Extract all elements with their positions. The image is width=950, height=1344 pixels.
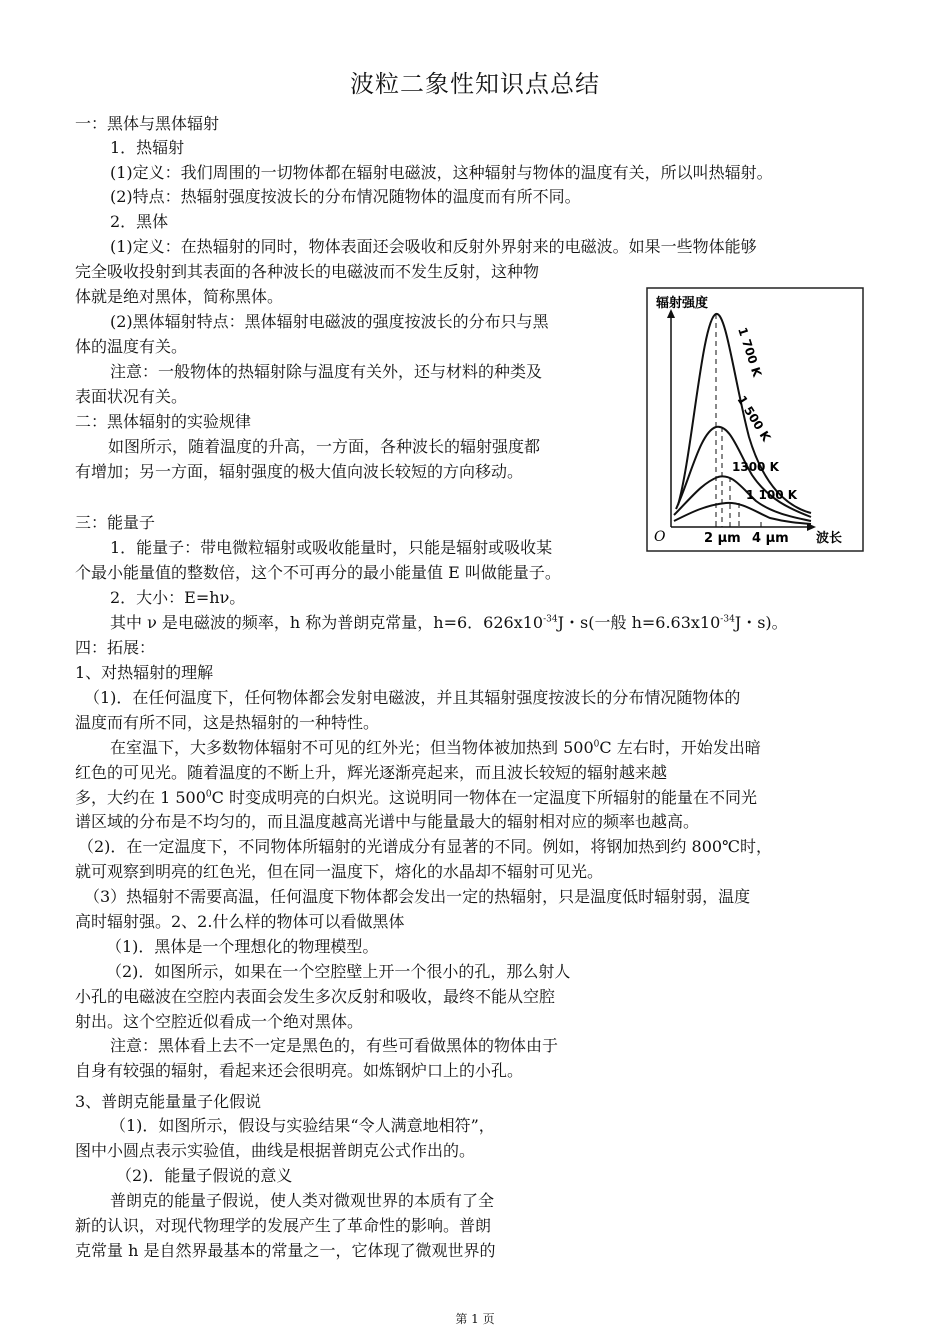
paragraph-line	[110, 611, 788, 635]
paragraph-line: 新的认识，对现代物理学的发展产生了革命性的影响。普朗	[75, 1216, 492, 1235]
paragraph-line: 体就是绝对黑体，简称黑体。	[75, 287, 284, 306]
paragraph-line	[110, 736, 761, 760]
paragraph-line: 体的温度有关。	[75, 337, 188, 356]
tick-label: 4 μm	[752, 531, 789, 546]
origin-label: O	[654, 529, 666, 545]
paragraph-line: 注意：一般物体的热辐射除与温度有关外，还与材料的种类及	[110, 362, 543, 381]
paragraph-line: （2)．如图所示，如果在一个空腔壁上开一个很小的孔，那么射人	[106, 962, 571, 981]
paragraph-line: 射出。这个空腔近似看成一个绝对黑体。	[75, 1012, 364, 1031]
paragraph-line: 克常量 h 是自然界最基本的常量之一，它体现了微观世界的	[75, 1241, 496, 1260]
text-span: J・s(一般 h=6.63x10	[557, 613, 721, 632]
page-footer: 第 1 页	[455, 1312, 495, 1326]
paragraph-line: 自身有较强的辐射，看起来还会很明亮。如炼钢炉口上的小孔。	[75, 1061, 524, 1080]
blackbody-graph	[646, 287, 864, 552]
exponent: -34	[720, 614, 735, 625]
y-axis-label: 辐射强度	[656, 296, 709, 311]
section-heading: 三：能量子	[75, 513, 156, 532]
text-span: 在室温下，大多数物体辐射不可见的红外光；但当物体被加热到 500	[110, 738, 594, 757]
paragraph-line: 个最小能量值的整数倍，这个不可再分的最小能量值 E 叫做能量子。	[75, 563, 561, 582]
paragraph-line: 1．能量子：带电微粒辐射或吸收能量时，只能是辐射或吸收某	[110, 538, 553, 557]
paragraph-line: (1)定义：我们周围的一切物体都在辐射电磁波，这种辐射与物体的温度有关，所以叫热辐射。	[110, 163, 773, 182]
blackbody-figure	[646, 287, 864, 552]
paragraph-line: 谱区域的分布是不均匀的，而且温度越高光谱中与能量最大的辐射相对应的频率也越高。	[75, 812, 700, 831]
curve-label: 1 700 K	[735, 325, 765, 379]
paragraph-line: 普朗克的能量子假说，使人类对微观世界的本质有了全	[110, 1191, 495, 1210]
curve-label: 1 100 K	[746, 488, 798, 502]
section-heading: 四：拓展：	[75, 638, 156, 657]
tick-label: 2 μm	[704, 531, 741, 546]
paragraph-line: 小孔的电磁波在空腔内表面会发生多次反射和吸收，最终不能从空腔	[75, 987, 556, 1006]
paragraph-line: 高时辐射强。2、2.什么样的物体可以看做黑体	[75, 912, 405, 931]
subheading: 3、普朗克能量量子化假说	[75, 1092, 262, 1111]
formula-line: 2．大小：E=hν。	[110, 588, 246, 607]
paragraph-line: 完全吸收投射到其表面的各种波长的电磁波而不发生反射，这种物	[75, 262, 540, 281]
paragraph-line: 图中小圆点表示实验值，曲线是根据普朗克公式作出的。	[75, 1141, 476, 1160]
paragraph-line: (1)定义：在热辐射的同时，物体表面还会吸收和反射外界射来的电磁波。如果一些物体能够	[110, 237, 757, 256]
paragraph-line: 如图所示，随着温度的升高，一方面，各种波长的辐射强度都	[108, 437, 541, 456]
text-span: 多，大约在 1 500	[75, 788, 206, 807]
paragraph-line: 温度而有所不同，这是热辐射的一种特性。	[75, 713, 380, 732]
subheading: 2．黑体	[110, 212, 169, 231]
text-span: C 时变成明亮的白炽光。这说明同一物体在一定温度下所辐射的能量在不同光	[211, 788, 757, 807]
text-span: J・s)。	[734, 613, 788, 632]
paragraph-line: （1)．黑体是一个理想化的物理模型。	[106, 937, 379, 956]
superscript: 0	[205, 789, 212, 800]
paragraph-line: (2)特点：热辐射强度按波长的分布情况随物体的温度而有所不同。	[110, 187, 581, 206]
curve-label: 1 500 K	[734, 393, 774, 444]
x-axis-label: 波长	[816, 531, 843, 546]
curve-label: 1300 K	[732, 460, 779, 474]
subheading: 1．热辐射	[110, 138, 185, 157]
paragraph-line: （2)．在一定温度下，不同物体所辐射的光谱成分有显著的不同。例如，将钢加热到约 800℃时，	[78, 837, 772, 856]
paragraph-line: （3）热辐射不需要高温，任何温度下物体都会发出一定的热辐射，只是温度低时辐射弱，温度	[84, 887, 751, 906]
subheading: 1、对热辐射的理解	[75, 663, 214, 682]
section-heading: 二：黑体辐射的实验规律	[75, 412, 252, 431]
paragraph-line: 红色的可见光。随着温度的不断上升，辉光逐渐亮起来，而且波长较短的辐射越来越	[75, 763, 668, 782]
paragraph-line: 有增加；另一方面，辐射强度的极大值向波长较短的方向移动。	[75, 462, 524, 481]
document-title: 波粒二象性知识点总结	[350, 70, 600, 98]
paragraph-line: （1)．在任何温度下，任何物体都会发射电磁波，并且其辐射强度按波长的分布情况随物体的	[84, 688, 741, 707]
paragraph-line: 就可观察到明亮的红色光，但在同一温度下，熔化的水晶却不辐射可见光。	[75, 862, 604, 881]
superscript: 0	[593, 739, 600, 750]
paragraph-line	[75, 786, 757, 810]
exponent: -34	[543, 614, 558, 625]
paragraph-line: （1)．如图所示，假设与实验结果“令人满意地相符”，	[110, 1116, 495, 1135]
paragraph-line: 表面状况有关。	[75, 387, 188, 406]
paragraph-line: (2)黑体辐射特点：黑体辐射电磁波的强度按波长的分布只与黑	[110, 312, 549, 331]
paragraph-line: （2)．能量子假说的意义	[116, 1166, 293, 1185]
section-heading: 一：黑体与黑体辐射	[75, 114, 220, 133]
paragraph-line: 注意：黑体看上去不一定是黑色的，有些可看做黑体的物体由于	[110, 1036, 559, 1055]
text-span: C 左右时，开始发出暗	[599, 738, 761, 757]
text-span: 其中 ν 是电磁波的频率，h 称为普朗克常量，h=6．626x10	[110, 613, 544, 632]
